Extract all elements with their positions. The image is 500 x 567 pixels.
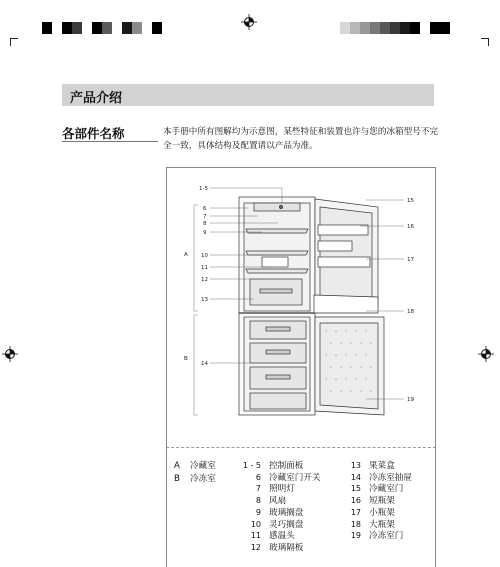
legend-row (174, 473, 216, 486)
legend-row (237, 507, 321, 519)
calibration-swatch (112, 22, 122, 34)
legend-label: 照明灯 (269, 483, 295, 494)
callout-number: 15 (407, 198, 414, 204)
legend-label: 冷冻室 (190, 473, 216, 484)
calibration-swatch (82, 22, 92, 34)
legend-row (174, 460, 216, 473)
color-calibration-bar-right (330, 22, 450, 34)
calibration-swatch (142, 22, 152, 34)
callout-number: 12 (201, 277, 208, 283)
registration-mark-icon (478, 346, 494, 362)
callout-number: 18 (407, 309, 414, 315)
callout-number: 14 (201, 361, 208, 367)
calibration-swatch (400, 22, 410, 34)
legend-label: 果菜盒 (369, 460, 395, 470)
intro-paragraph: 本手册中所有图解均为示意图，某些特征和装置也许与您的冰箱型号不完全一致，具体结构及配置请以产品为准。 (163, 127, 439, 151)
calibration-swatch (380, 22, 390, 34)
dashed-divider (166, 447, 436, 448)
legend-label: 冷藏室门开关 (269, 471, 321, 482)
crop-mark (10, 38, 18, 39)
legend-num: 7 (255, 484, 261, 494)
calibration-swatch (420, 22, 430, 34)
legend-row (237, 495, 321, 507)
calibration-swatch (410, 22, 420, 34)
legend-label: 小瓶架 (369, 506, 395, 517)
calibration-swatch (122, 22, 132, 34)
legend-row (349, 495, 412, 507)
calibration-swatch (340, 22, 350, 34)
legend-label: 玻璃隔板 (269, 541, 304, 552)
legend-label: 冷藏室 (190, 461, 216, 471)
legend-num: 17 (350, 507, 361, 517)
calibration-swatch (92, 22, 102, 34)
callout-number: 11 (201, 265, 208, 271)
callout-number: 1-5 (199, 186, 208, 192)
callout-number: 19 (407, 397, 414, 403)
calibration-swatch (42, 22, 52, 34)
legend-label: 冷藏室门 (369, 483, 404, 494)
callout-number: 10 (201, 253, 208, 259)
legend-num: 10 (250, 519, 261, 529)
legend-label: 冷冻室抽屉 (369, 471, 412, 482)
legend-row (349, 483, 412, 495)
legend-num: 9 (255, 507, 261, 517)
legend-num: 12 (250, 542, 261, 552)
legend-row (349, 530, 412, 542)
calibration-swatch (132, 22, 142, 34)
legend-row (237, 530, 321, 542)
legend-label: 玻璃搁盘 (269, 506, 304, 517)
callout-number: 9 (203, 230, 207, 236)
callout-number: 13 (201, 297, 208, 303)
legend-num: 13 (350, 461, 361, 470)
calibration-swatch (360, 22, 370, 34)
legend-num: 1 - 5 (242, 461, 261, 470)
legend-label: 灵巧搁盘 (269, 518, 304, 529)
legend-label: 感温头 (269, 530, 295, 541)
calibration-swatch (430, 22, 440, 34)
legend-num: 18 (350, 519, 361, 529)
callout-number: 6 (203, 206, 207, 212)
fridge-diagram (166, 167, 434, 447)
parts-legend-col1 (237, 460, 321, 554)
legend-num: 15 (350, 484, 361, 494)
callout-number: 17 (407, 257, 414, 263)
legend-row (237, 519, 321, 531)
calibration-swatch (440, 22, 450, 34)
calibration-swatch (72, 22, 82, 34)
legend-label: 大瓶架 (369, 518, 395, 529)
calibration-swatch (152, 22, 162, 34)
calibration-swatch (390, 22, 400, 34)
color-calibration-bar-left (42, 22, 162, 34)
legend-key: A (174, 461, 180, 471)
legend-num: 16 (350, 496, 361, 506)
legend-num: 8 (255, 496, 261, 506)
callout-number: B (184, 356, 188, 362)
legend-num: 6 (255, 472, 261, 482)
legend-row (237, 472, 321, 484)
section-legend (174, 460, 216, 485)
callout-number: 7 (203, 214, 207, 220)
calibration-swatch (102, 22, 112, 34)
subheading-underline (62, 141, 158, 142)
legend-row (349, 460, 412, 472)
legend-num: 14 (350, 472, 361, 482)
calibration-swatch (330, 22, 340, 34)
parts-legend-col2 (349, 460, 412, 542)
section-header-bar (62, 84, 434, 106)
legend-num: 11 (250, 531, 261, 541)
legend-label: 冷冻室门 (369, 530, 404, 541)
calibration-swatch (350, 22, 360, 34)
crop-mark (481, 38, 489, 39)
crop-mark (488, 38, 489, 46)
legend-row (237, 460, 321, 472)
legend-label: 控制面板 (269, 460, 304, 470)
legend-row (349, 507, 412, 519)
registration-mark-icon (241, 14, 257, 30)
legend-row (237, 483, 321, 495)
legend-row (237, 542, 321, 554)
crop-mark (10, 38, 11, 46)
legend-num: 19 (350, 531, 361, 541)
calibration-swatch (62, 22, 72, 34)
legend-label: 短瓶架 (369, 495, 395, 506)
calibration-swatch (52, 22, 62, 34)
callout-number: A (184, 252, 188, 258)
subheading: 各部件名称 (62, 126, 125, 141)
callout-number: 16 (407, 224, 414, 230)
legend-key: B (174, 473, 180, 484)
legend-row (349, 519, 412, 531)
calibration-swatch (370, 22, 380, 34)
section-title: 产品介绍 (70, 91, 123, 106)
callout-number: 8 (203, 221, 207, 227)
legend-label: 风扇 (269, 495, 287, 506)
legend-row (349, 472, 412, 484)
registration-mark-icon (2, 346, 18, 362)
